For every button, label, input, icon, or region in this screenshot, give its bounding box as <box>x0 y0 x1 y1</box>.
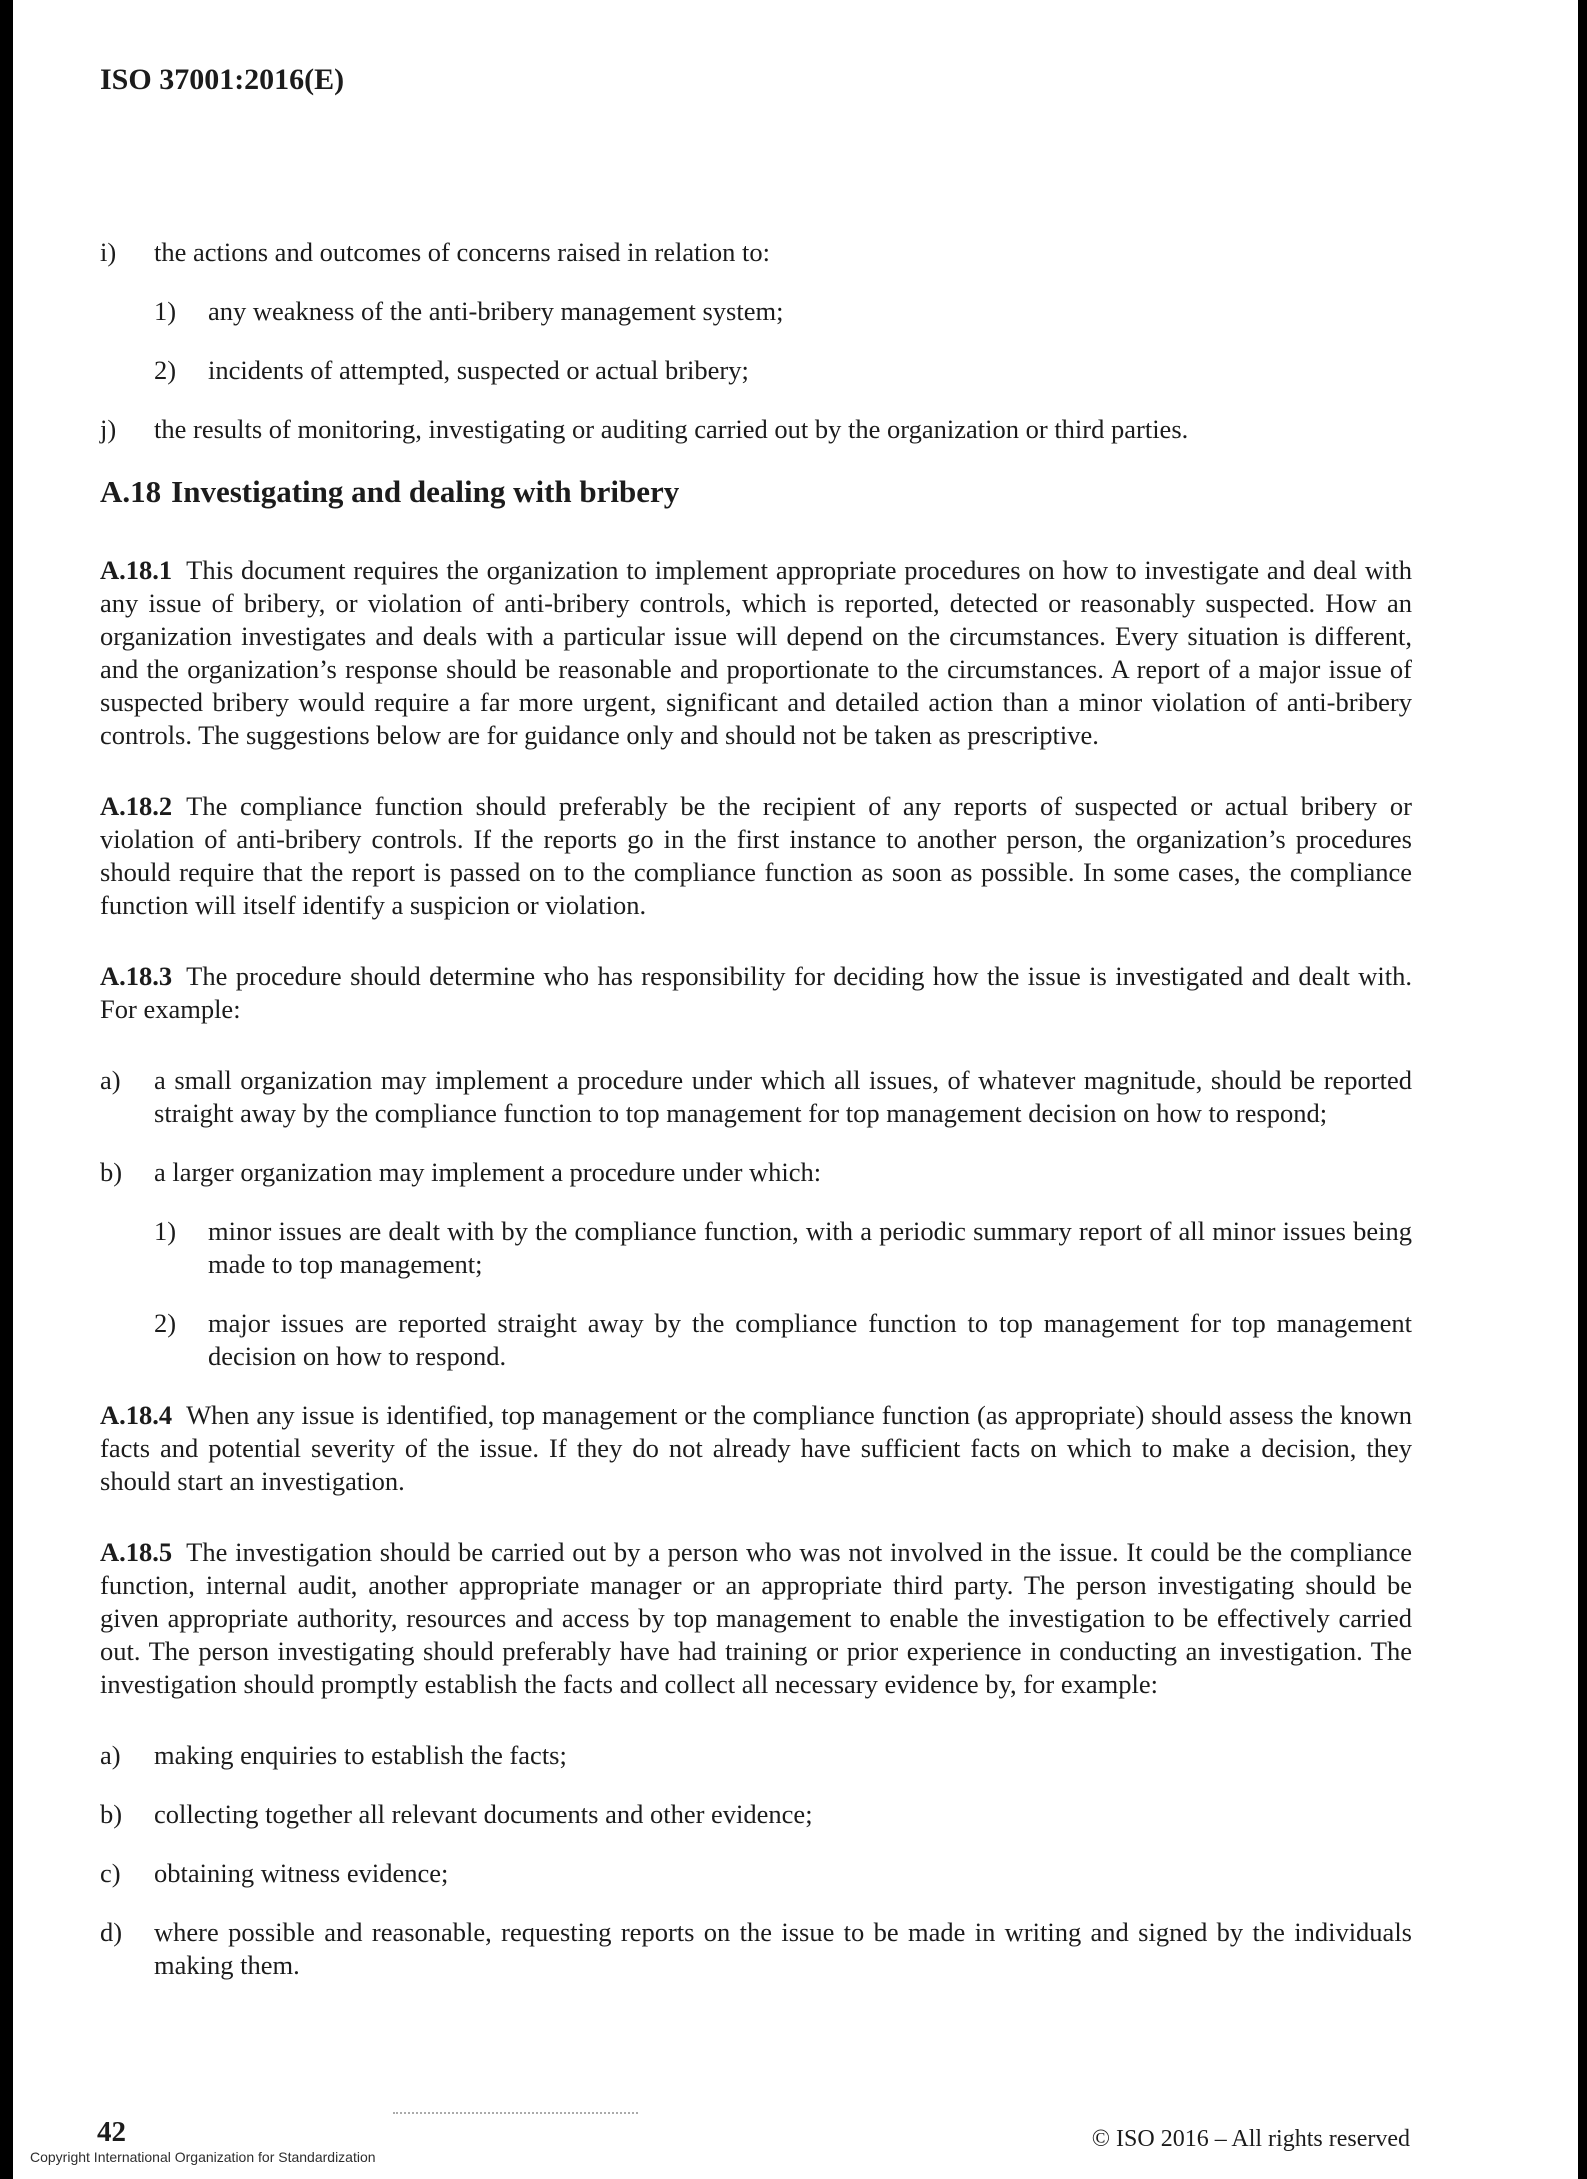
paragraph-label: A.18.5 <box>100 1537 173 1567</box>
list-item-text: the results of monitoring, investigating or auditing carried out by the organization or third parties. <box>154 414 1189 444</box>
list-item-text: a small organization may implement a procedure under which all issues, of whatever magnitude, should be reported straight away by the compliance function to top management for top management decision on how to respond; <box>154 1065 1412 1128</box>
list-item-a2 <box>100 1739 1412 1772</box>
list-item-i-2 <box>154 354 1412 387</box>
list-item-b2 <box>100 1798 1412 1831</box>
list-item-text: collecting together all relevant documents and other evidence; <box>154 1799 813 1829</box>
list-item-text: where possible and reasonable, requesting reports on the issue to be made in writing and signed by the individuals making them. <box>154 1917 1412 1980</box>
paragraph-a18-2 <box>100 790 1412 922</box>
section-heading-title: Investigating and dealing with bribery <box>171 474 680 509</box>
list-marker: c) <box>100 1858 121 1888</box>
scan-copyright-credit: Copyright International Organization for Standardization <box>30 2149 376 2165</box>
list-item-b-2 <box>154 1307 1412 1373</box>
list-marker: 1) <box>154 296 177 326</box>
list-marker: a) <box>100 1065 121 1095</box>
faint-dotted-line <box>393 2112 638 2114</box>
list-marker: j) <box>100 414 117 444</box>
list-item-text: making enquiries to establish the facts; <box>154 1740 567 1770</box>
list-item-i-1 <box>154 295 1412 328</box>
list-marker: b) <box>100 1799 123 1829</box>
list-marker: i) <box>100 237 117 267</box>
list-marker: b) <box>100 1157 123 1187</box>
paragraph-label: A.18.1 <box>100 555 173 585</box>
page-content <box>100 62 1412 1982</box>
paragraph-a18-5 <box>100 1536 1412 1701</box>
list-item-c2 <box>100 1857 1412 1890</box>
list-item-text: major issues are reported straight away by the compliance function to top management for top management decision on how to respond. <box>208 1308 1412 1371</box>
paragraph-text: This document requires the organization to implement appropriate procedures on how to investigate and deal with any issue of bribery, or violation of anti-bribery controls, which is reported, detected or reasonably suspected. How an organization investigates and deals with a particular issue will depend on the circumstances. Every situation is different, and the organization’s response should be reasonable and proportionate to the circumstances. A report of a major issue of suspected bribery would require a far more urgent, significant and detailed action than a minor violation of anti-bribery controls. The suggestions below are for guidance only and should not be taken as prescriptive. <box>100 555 1412 750</box>
paragraph-label: A.18.2 <box>100 791 173 821</box>
document-header-title: ISO 37001:2016(E) <box>100 63 345 96</box>
scan-edge-right <box>1578 0 1587 2179</box>
list-item-b <box>100 1156 1412 1189</box>
list-item-text: minor issues are dealt with by the compliance function, with a periodic summary report of all minor issues being made to top management; <box>208 1216 1412 1279</box>
list-marker: a) <box>100 1740 121 1770</box>
paragraph-text: The compliance function should preferably be the recipient of any reports of suspected or actual bribery or violation of anti-bribery controls. If the reports go in the first instance to another person, the organization’s procedures should require that the report is passed on to the compliance function as soon as possible. In some cases, the compliance function will itself identify a suspicion or violation. <box>100 791 1412 920</box>
list-marker: 2) <box>154 355 177 385</box>
paragraph-label: A.18.3 <box>100 961 173 991</box>
list-item-d2 <box>100 1916 1412 1982</box>
list-item-text: incidents of attempted, suspected or actual bribery; <box>208 355 749 385</box>
page-number: 42 <box>97 2116 126 2148</box>
list-item-i <box>100 236 1412 269</box>
scan-edge-left <box>0 0 13 2179</box>
list-item-b-1 <box>154 1215 1412 1281</box>
list-item-text: a larger organization may implement a procedure under which: <box>154 1157 822 1187</box>
paragraph-text: The investigation should be carried out by a person who was not involved in the issue. It could be the compliance function, internal audit, another appropriate manager or an appropriate third party. The person investigating should be given appropriate authority, resources and access by top management to enable the investigation to be effectively carried out. The person investigating should preferably have had training or prior experience in conducting an investigation. The investigation should promptly establish the facts and collect all necessary evidence by, for example: <box>100 1537 1412 1699</box>
paragraph-label: A.18.4 <box>100 1400 173 1430</box>
list-item-text: any weakness of the anti-bribery management system; <box>208 296 784 326</box>
list-marker: 1) <box>154 1216 177 1246</box>
footer-copyright: © ISO 2016 – All rights reserved <box>1091 2126 1410 2152</box>
paragraph-a18-1 <box>100 554 1412 752</box>
section-heading-a18 <box>100 472 1412 512</box>
list-item-text: obtaining witness evidence; <box>154 1858 449 1888</box>
paragraph-a18-4 <box>100 1399 1412 1498</box>
paragraph-a18-3 <box>100 960 1412 1026</box>
list-marker: d) <box>100 1917 123 1947</box>
list-item-a <box>100 1064 1412 1130</box>
paragraph-text: The procedure should determine who has responsibility for deciding how the issue is investigated and dealt with. For example: <box>100 961 1412 1024</box>
paragraph-text: When any issue is identified, top management or the compliance function (as appropriate) should assess the known facts and potential severity of the issue. If they do not already have sufficient facts on which to make a decision, they should start an investigation. <box>100 1400 1412 1496</box>
list-item-text: the actions and outcomes of concerns raised in relation to: <box>154 237 770 267</box>
list-marker: 2) <box>154 1308 177 1338</box>
list-item-j <box>100 413 1412 446</box>
section-heading-number: A.18 <box>100 474 162 509</box>
